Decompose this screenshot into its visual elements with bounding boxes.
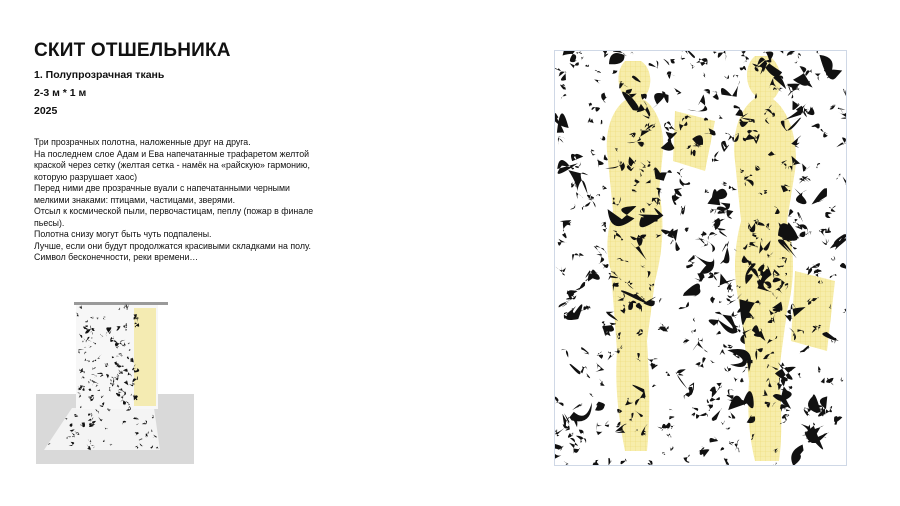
description-line: Перед ними две прозрачные вуали с напечатанными черными — [34, 183, 290, 193]
description-line: пьесы). — [34, 217, 65, 228]
description-line: На последнем слое Адам и Ева напечатанные трафаретом желтой — [34, 148, 310, 159]
description-line: Полотна снизу могут быть чуть подпалены. — [34, 229, 212, 239]
slide-year: 2025 — [34, 105, 58, 117]
slide-dimensions: 2-3 м * 1 м — [34, 87, 87, 99]
description-line: Отсыл к космической пыли, первочастицам, пеплу (пожар в финале — [34, 206, 314, 216]
fabric-pattern-image — [554, 50, 847, 466]
slide-subtitle: 1. Полупрозрачная ткань — [34, 69, 165, 81]
description-line: Лучше, если они будут продолжатся красивыми складками на полу. — [34, 240, 311, 251]
description-line: Символ бесконечности, реки времени… — [34, 252, 199, 262]
slide-title: СКИТ ОТШЕЛЬНИКА — [34, 40, 231, 61]
hanging-rod — [74, 302, 168, 305]
description — [34, 137, 334, 264]
installation-mockup-image — [36, 300, 194, 464]
description-line: краской через сетку (желтая сетка - намёк на «райскую» гармонию, — [34, 160, 310, 170]
yellow-stripe — [134, 308, 156, 406]
description-line: мелкими знаками: птицами, частицами, зверями. — [34, 194, 236, 205]
description-line: которую разрушает хаос) — [34, 171, 138, 182]
description-line: Три прозрачных полотна, наложенные друг на друга. — [34, 137, 251, 147]
